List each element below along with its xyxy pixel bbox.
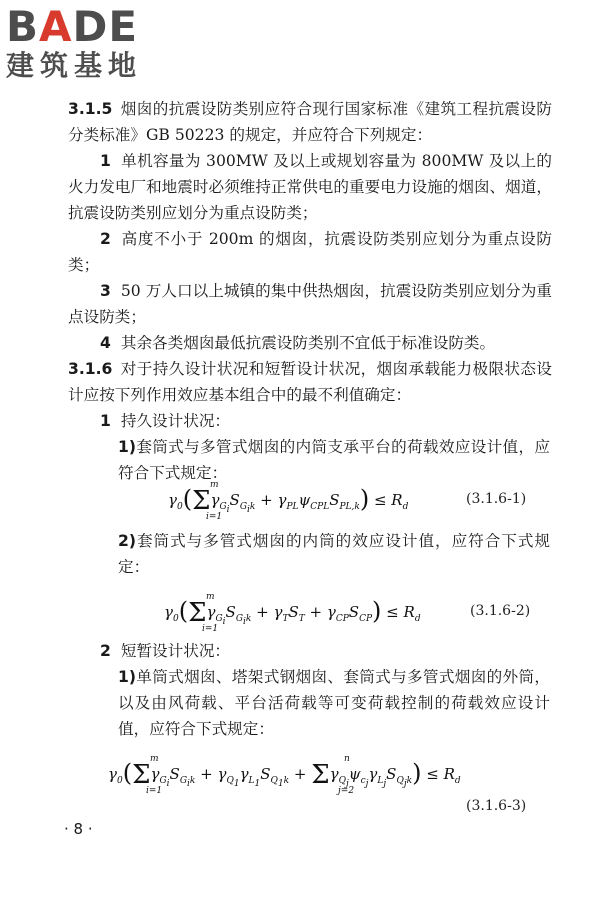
equation-number-3: (3.1.6-3) [466,798,527,814]
list-item-1: 1 单机容量为 300MW 及以上或规划容量为 800MW 及以上的火力发电厂和地震时必须维持正常供电的重要电力设施的烟囱、烟道，抗震设防类别应划分为重点设防类； [68,152,552,222]
section-3-1-5 [68,96,552,148]
logo-text-en: BADE [6,2,139,51]
formula-3-1-6-1: $\gamma_0(\Sigma\gamma_{G_i}S_{G_ik} + \gamma_{PL}\psi_{CPL}S_{PL,k}) \le R_d$ m i=1 [168,480,409,522]
equation-number-1: (3.1.6-1) [466,491,527,507]
section-id: 3.1.5 [68,100,113,118]
sub-item-2: 2)套筒式与多管式烟囱的内筒的效应设计值，应符合下式规定： [118,532,550,576]
item-persistent: 1 持久设计状况： [100,412,231,430]
page-number: · 8 · [64,820,93,838]
sub-item-1: 1)套筒式与多管式烟囱的内筒支承平台的荷载效应设计值，应符合下式规定： [118,438,550,482]
list-item-4: 4 其余各类烟囱最低抗震设防类别不宜低于标准设防类。 [100,334,496,352]
logo-text-cn: 建筑基地 [6,49,143,82]
list-item-3: 3 50 万人口以上城镇的集中供热烟囱，抗震设防类别应划分为重点设防类； [68,282,552,326]
item-transient: 2 短暂设计状况： [100,642,231,660]
formula-3-1-6-2: $\gamma_0(\Sigma\gamma_{G_i}S_{G_ik} + \gamma_TS_T + \gamma_{CP}S_{CP}) \le R_d$ m i=1 [164,592,421,634]
section-text: 烟囱的抗震设防类别应符合现行国家标准《建筑工程抗震设防分类标准》GB 50223 的规定，并应符合下列规定： [68,100,552,144]
sub-item-3: 1)单筒式烟囱、塔架式钢烟囱、套筒式与多管式烟囱的外筒，以及由风荷载、平台活荷载等可变荷载控制的荷载效应设计值，应符合下式规定： [118,668,550,738]
bade-logo [6,4,176,88]
list-item-2: 2 高度不小于 200m 的烟囱，抗震设防类别应划分为重点设防类； [68,230,552,274]
formula-3-1-6-3: $\gamma_0(\Sigma\gamma_{G_i}S_{G_ik} + \gamma_{Q_1}\gamma_{L_1}S_{Q_1k} + \Sigma\gamma_{Q_j}\psi_{c_j}\gamma_{L_j}S_{Q_jk}) \le R_d$ m i=1 n j=2 [108,754,461,796]
equation-number-2: (3.1.6-2) [470,603,531,619]
section-3-1-6: 3.1.6 对于持久设计状况和短暂设计状况，烟囱承载能力极限状态设计应按下列作用效应基本组合中的最不利值确定： [68,360,552,404]
